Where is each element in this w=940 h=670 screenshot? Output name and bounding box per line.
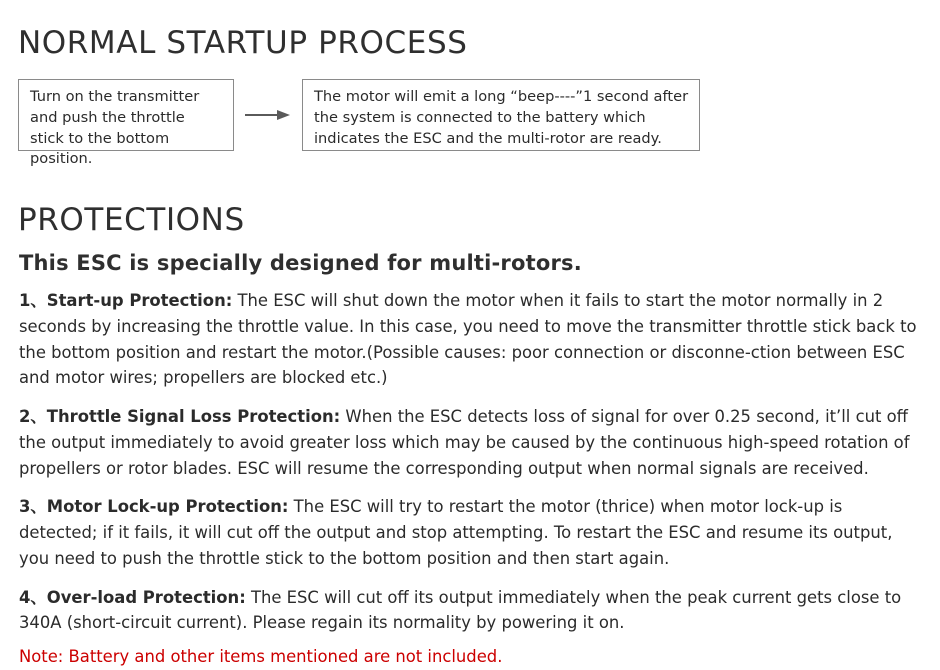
protection-item-4-body: The ESC will cut off its output immediately when the peak current gets close to 340A (short-circuit current). Please regain its normality by powering it on. [19,587,902,633]
flow-step-2 [302,79,700,151]
protection-item-2 [19,404,922,481]
protections-subheading: This ESC is specially designed for multi-rotors. [19,251,582,276]
protection-item-4-lead: 4、Over-load Protection: [19,587,246,607]
protection-item-2-body: When the ESC detects loss of signal for over 0.25 second, it’ll cut off the output immediately to avoid greater loss which may be caused by the continuous high-speed rotation of propellers or rotor blades. ESC will resume the corresponding output when normal signals are received. [19,407,910,478]
page-title-normal-startup-process: NORMAL STARTUP PROCESS [18,25,468,61]
protection-item-1 [19,288,922,391]
flow-arrow-container [234,79,302,151]
protection-item-4 [19,585,922,637]
protection-item-1-body: The ESC will shut down the motor when it fails to start the motor normally in 2 seconds by increasing the throttle value. In this case, you need to move the transmitter throttle stick back to the bottom position and restart the motor.(Possible causes: poor connection or disconne-ction between ESC and motor wires; propellers are blocked etc.) [19,291,917,388]
protection-item-2-lead: 2、Throttle Signal Loss Protection: [19,407,341,427]
protection-item-3 [19,494,922,571]
inclusion-note: Note: Battery and other items mentioned are not included. [19,647,503,667]
flow-step-1-text: Turn on the transmitter and push the throttle stick to the bottom position. [30,88,200,168]
startup-flow-diagram [18,79,922,168]
flow-step-1 [18,79,234,168]
protection-item-3-body: The ESC will try to restart the motor (thrice) when motor lock-up is detected; if it fails, it will cut off the output and stop attempting. To restart the ESC and resume its output, you need to push the throttle stick to the bottom position and then start again. [19,497,893,568]
page-title-protections: PROTECTIONS [18,202,245,239]
protection-item-1-lead: 1、Start-up Protection: [19,291,233,311]
arrow-shaft [245,114,279,116]
arrow-head [277,110,290,120]
protection-item-3-lead: 3、Motor Lock-up Protection: [19,497,289,517]
flow-step-2-text: The motor will emit a long “beep----”1 second after the system is connected to the battery which indicates the ESC and the multi-rotor are ready. [314,88,689,147]
right-arrow-icon [245,110,291,120]
